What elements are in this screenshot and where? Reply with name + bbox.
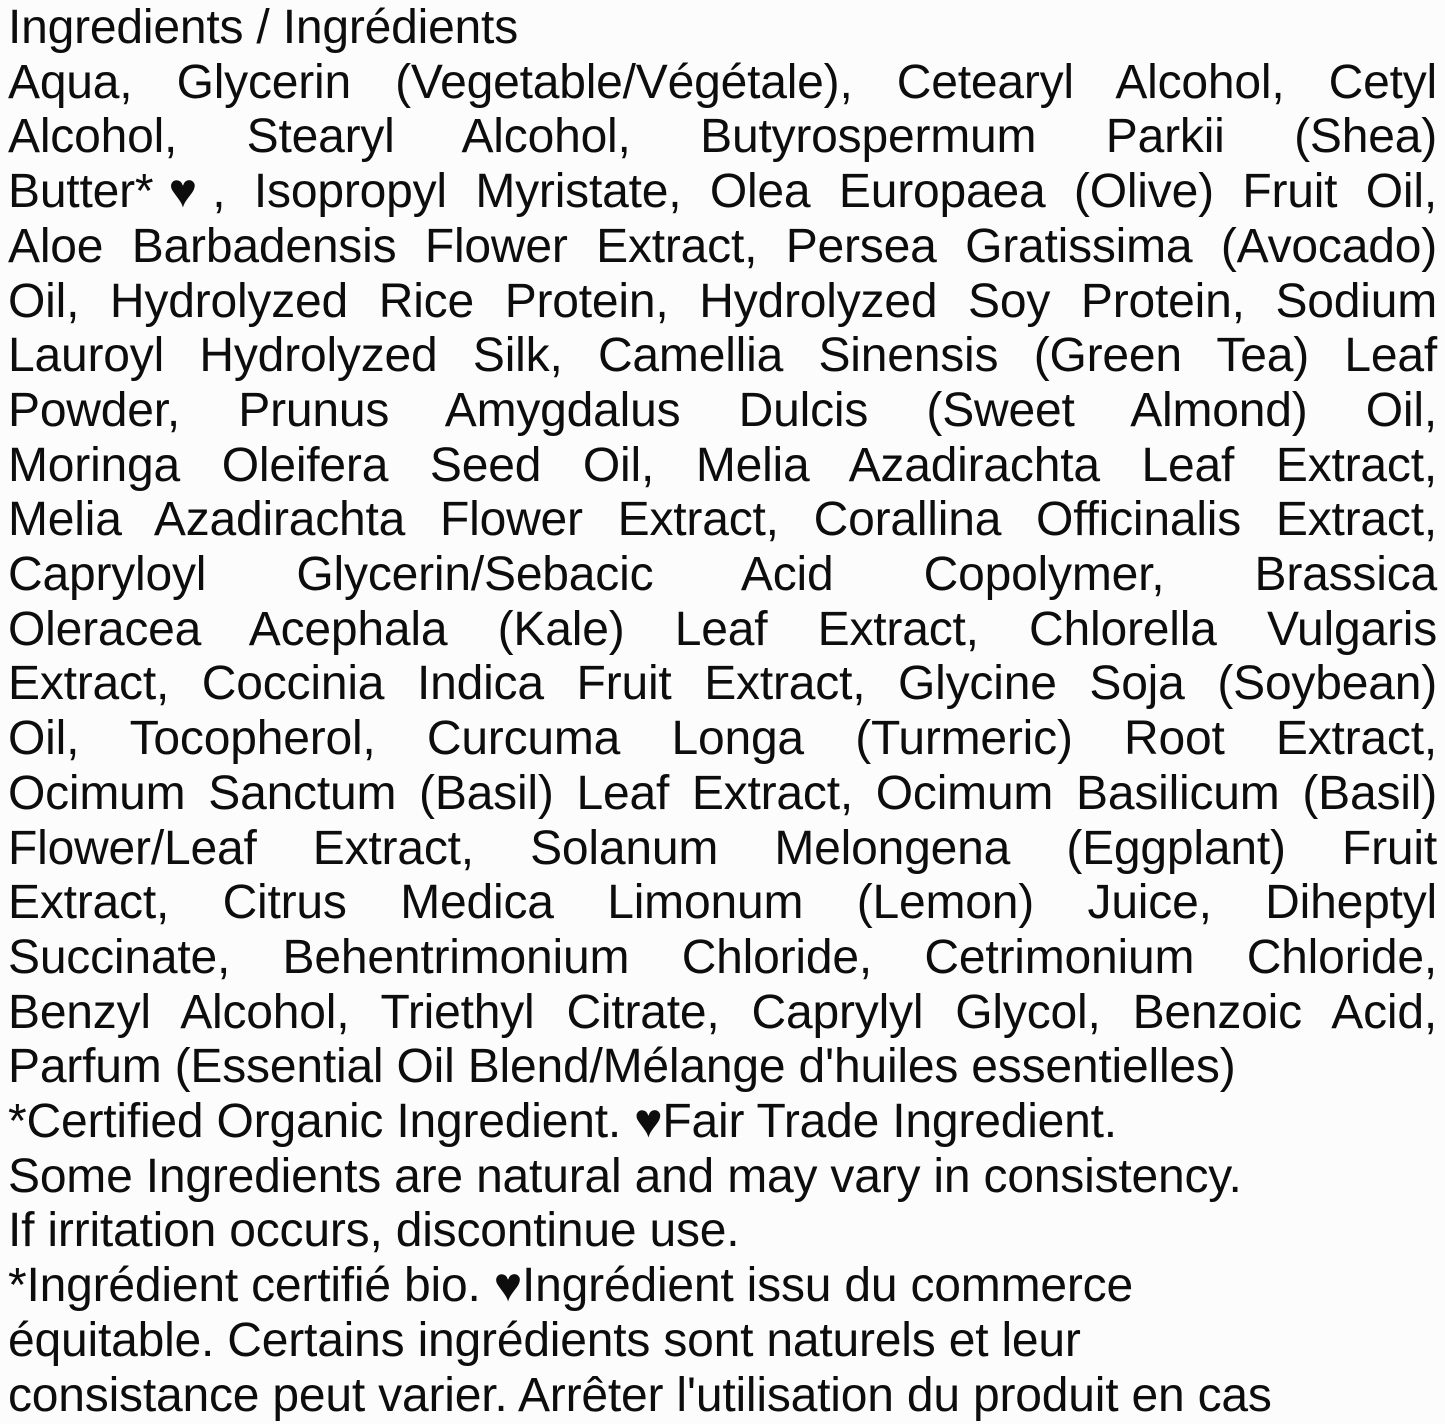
ingredient-line: Oil, Hydrolyzed Rice Protein, Hydrolyzed Soy Protein, Sodium [8, 274, 1437, 328]
ingredient-line: Aqua, Glycerin (Vegetable/Végétale), Cetearyl Alcohol, Cetyl [8, 55, 1437, 109]
ingredient-line: Moringa Oleifera Seed Oil, Melia Azadirachta Leaf Extract, [8, 438, 1437, 492]
note-line-en: *Certified Organic Ingredient. ♥Fair Trade Ingredient. [8, 1095, 1117, 1149]
note-line-fr: équitable. Certains ingrédients sont naturels et leur [8, 1313, 1081, 1367]
ingredient-line: Melia Azadirachta Flower Extract, Corallina Officinalis Extract, [8, 493, 1437, 547]
ingredient-line: Extract, Coccinia Indica Fruit Extract, Glycine Soja (Soybean) [8, 657, 1437, 711]
label-lines [8, 1, 1437, 1423]
note-line-en: If irritation occurs, discontinue use. [8, 1204, 740, 1258]
ingredient-line: Powder, Prunus Amygdalus Dulcis (Sweet Almond) Oil, [8, 383, 1437, 437]
ingredient-line: Aloe Barbadensis Flower Extract, Persea Gratissima (Avocado) [8, 219, 1437, 273]
ingredient-line: Parfum (Essential Oil Blend/Mélange d'huiles essentielles) [8, 1040, 1236, 1094]
ingredient-line: Extract, Citrus Medica Limonum (Lemon) Juice, Diheptyl [8, 876, 1437, 930]
ingredient-line: Succinate, Behentrimonium Chloride, Cetrimonium Chloride, [8, 930, 1437, 984]
ingredient-line: Flower/Leaf Extract, Solanum Melongena (Eggplant) Fruit [8, 821, 1437, 875]
ingredient-line: Oil, Tocopherol, Curcuma Longa (Turmeric) Root Extract, [8, 712, 1437, 766]
ingredient-line: Alcohol, Stearyl Alcohol, Butyrospermum Parkii (Shea) [8, 110, 1437, 164]
label-heading: Ingredients / Ingrédients [8, 1, 518, 54]
ingredient-line: Ocimum Sanctum (Basil) Leaf Extract, Ocimum Basilicum (Basil) [8, 766, 1437, 820]
ingredient-line: Butter*♥, Isopropyl Myristate, Olea Europaea (Olive) Fruit Oil, [8, 165, 1437, 219]
note-line-fr: *Ingrédient certifié bio. ♥Ingrédient issu du commerce [8, 1259, 1133, 1313]
note-line-en: Some Ingredients are natural and may vary in consistency. [8, 1149, 1242, 1203]
ingredient-line: Capryloyl Glycerin/Sebacic Acid Copolymer, Brassica [8, 548, 1437, 602]
ingredient-line: Lauroyl Hydrolyzed Silk, Camellia Sinensis (Green Tea) Leaf [8, 329, 1437, 383]
note-line-fr: consistance peut varier. Arrêter l'utilisation du produit en cas [8, 1368, 1272, 1422]
ingredient-line: Benzyl Alcohol, Triethyl Citrate, Caprylyl Glycol, Benzoic Acid, [8, 985, 1437, 1039]
ingredient-line: Oleracea Acephala (Kale) Leaf Extract, Chlorella Vulgaris [8, 602, 1437, 656]
